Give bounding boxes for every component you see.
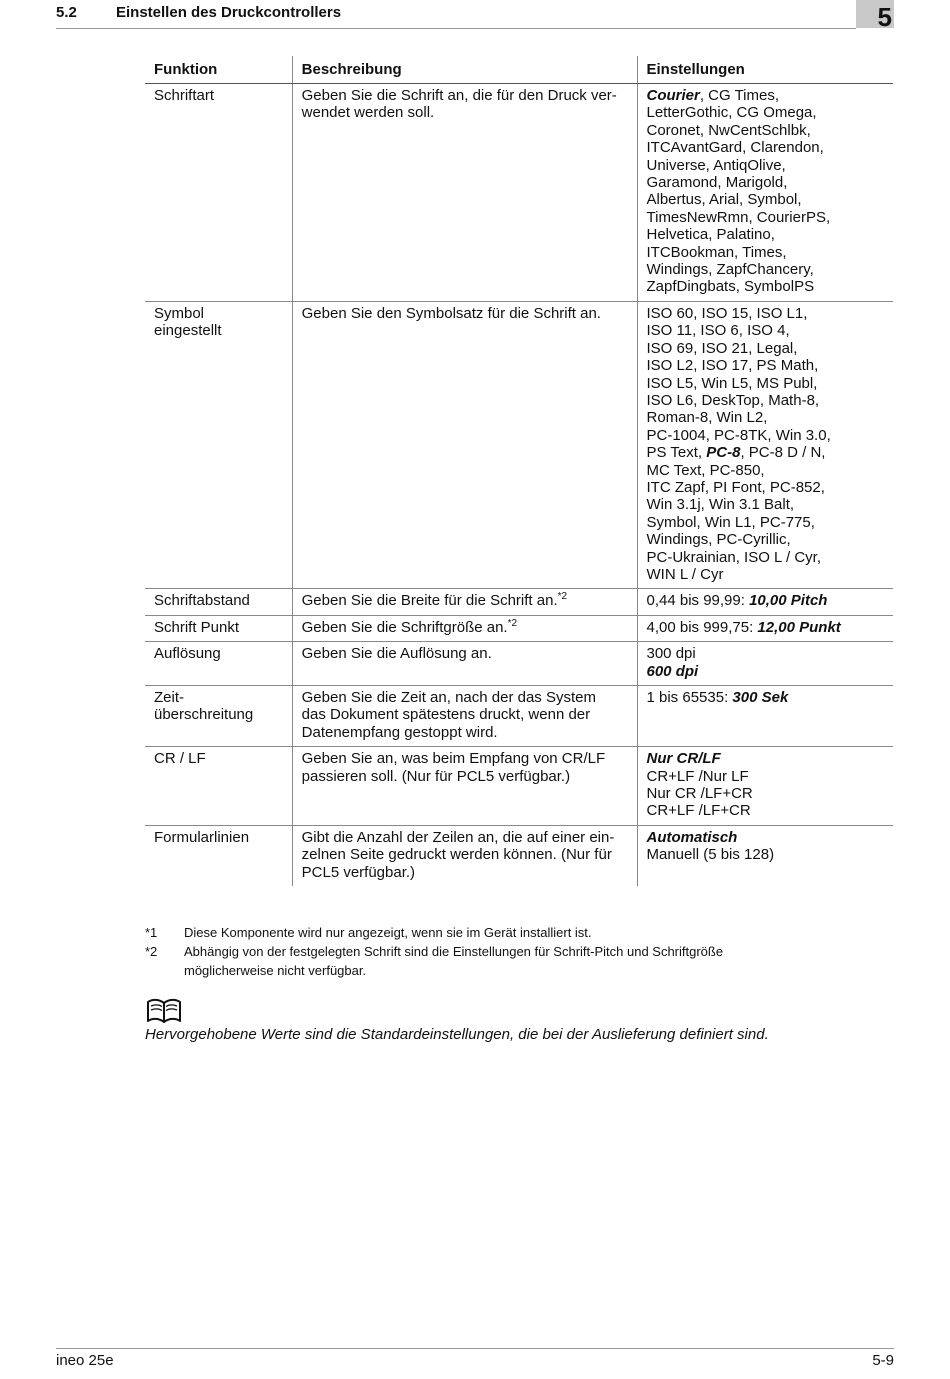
settings-line: ITCAvantGard, Clarendon, xyxy=(646,139,824,157)
function-label: CR / LF xyxy=(154,750,206,768)
description-cell xyxy=(292,686,637,747)
description-cell xyxy=(292,615,637,641)
settings-line: Universe, AntiqOlive, xyxy=(646,156,786,174)
function-label: eingestellt xyxy=(154,322,222,340)
table-header-row xyxy=(145,56,893,84)
settings-line: Win 3.1j, Win 3.1 Balt, xyxy=(646,496,795,514)
column-header-function: Funktion xyxy=(145,56,292,84)
default-value: 10,00 Pitch xyxy=(749,592,828,610)
description-line: Geben Sie die Schrift an, die für den Druck ver- xyxy=(301,87,617,104)
description-line: Geben Sie die Auflösung an. xyxy=(301,645,492,663)
settings-text: , CG Times, xyxy=(699,87,780,104)
settings-line: 300 dpi xyxy=(646,645,696,663)
settings-table xyxy=(145,56,893,886)
chapter-number-badge: 5 xyxy=(856,0,894,28)
settings-line: Windings, PC-Cyrillic, xyxy=(646,531,791,549)
settings-line: ITC Zapf, PI Font, PC-852, xyxy=(646,478,825,496)
settings-line xyxy=(647,619,885,636)
settings-line: ISO 11, ISO 6, ISO 4, xyxy=(646,322,790,340)
description-cell xyxy=(292,825,637,886)
settings-line: Windings, ZapfChancery, xyxy=(646,261,814,279)
footnote-text: Abhängig von der festgelegten Schrift sind die Einstellungen für Schrift-Pitch und Schriftgröße xyxy=(184,944,724,959)
footnote-mark: *2 xyxy=(145,944,158,959)
settings-line: Symbol, Win L1, PC-775, xyxy=(646,513,815,531)
table-row xyxy=(145,825,893,886)
description-cell xyxy=(292,747,637,826)
settings-text: 0,44 bis 99,99: xyxy=(646,592,750,610)
settings-line: Nur CR /LF+CR xyxy=(646,785,753,803)
settings-line: MC Text, PC-850, xyxy=(646,461,765,479)
description-line: Geben Sie an, was beim Empfang von CR/LF xyxy=(301,750,606,768)
table-row xyxy=(145,686,893,747)
footnote xyxy=(145,942,845,980)
function-cell xyxy=(145,686,292,747)
settings-cell xyxy=(637,747,893,826)
table-row xyxy=(145,84,893,302)
standard-values-note: Hervorgehobene Werte sind die Standardeinstellungen, die bei der Auslieferung definiert sind. xyxy=(145,1026,769,1043)
settings-line: CR+LF /Nur LF xyxy=(646,767,749,785)
function-cell xyxy=(145,301,292,589)
footnote-mark: *1 xyxy=(145,925,158,940)
function-cell xyxy=(145,642,292,686)
description-cell xyxy=(292,589,637,615)
description-line: Datenempfang gestoppt wird. xyxy=(301,723,498,741)
default-value: PC-8 xyxy=(706,444,741,462)
default-value: 600 dpi xyxy=(646,662,699,680)
description-text: Geben Sie die Breite für die Schrift an. xyxy=(301,592,558,610)
settings-line: Roman-8, Win L2, xyxy=(646,409,768,427)
table-row xyxy=(145,589,893,615)
section-number: 5.2 xyxy=(56,4,77,21)
function-cell xyxy=(145,825,292,886)
settings-text: PS Text, xyxy=(646,444,707,462)
default-value: Nur CR/LF xyxy=(646,750,721,768)
settings-line: PC-Ukrainian, ISO L / Cyr, xyxy=(646,548,821,566)
footnote-ref: *2 xyxy=(507,617,518,629)
function-label: überschreitung xyxy=(154,706,254,724)
function-cell xyxy=(145,747,292,826)
default-value: 300 Sek xyxy=(732,689,789,706)
settings-line: TimesNewRmn, CourierPS, xyxy=(646,208,831,226)
table-row xyxy=(145,615,893,641)
function-label: Schrift Punkt xyxy=(154,618,240,636)
table-row xyxy=(145,301,893,589)
footnote-text: möglicherweise nicht verfügbar. xyxy=(184,963,367,978)
description-cell xyxy=(292,642,637,686)
description-cell xyxy=(292,84,637,302)
description-line xyxy=(302,592,628,609)
settings-line: PC-1004, PC-8TK, Win 3.0, xyxy=(646,426,831,444)
settings-text: 4,00 bis 999,75: xyxy=(646,618,758,636)
settings-cell xyxy=(637,686,893,747)
settings-line: Coronet, NwCentSchlbk, xyxy=(646,121,811,139)
settings-text: , PC-8 D / N, xyxy=(740,444,826,462)
description-line: Gibt die Anzahl der Zeilen an, die auf einer ein- xyxy=(301,828,615,846)
page-header xyxy=(56,0,894,30)
description-line xyxy=(302,619,628,636)
footer-rule xyxy=(56,1348,894,1349)
footnote xyxy=(145,923,845,942)
function-cell xyxy=(145,589,292,615)
function-label: Schriftart xyxy=(154,87,215,104)
function-label: Schriftabstand xyxy=(154,592,250,610)
settings-line xyxy=(647,87,885,104)
settings-line: ISO 60, ISO 15, ISO L1, xyxy=(646,304,808,322)
settings-line xyxy=(647,592,885,609)
description-line: wendet werden soll. xyxy=(301,104,435,122)
column-header-settings: Einstellungen xyxy=(637,56,893,84)
description-cell xyxy=(292,301,637,589)
settings-line: ZapfDingbats, SymbolPS xyxy=(646,278,815,296)
function-label: Zeit- xyxy=(154,689,184,706)
settings-text: 1 bis 65535: xyxy=(646,689,733,706)
settings-line: ISO L2, ISO 17, PS Math, xyxy=(646,357,819,375)
description-line: Geben Sie den Symbolsatz für die Schrift an. xyxy=(301,304,601,322)
settings-line: Helvetica, Palatino, xyxy=(646,226,775,244)
settings-line: ISO L5, Win L5, MS Publ, xyxy=(646,374,818,392)
settings-line: WIN L / Cyr xyxy=(646,565,724,583)
settings-cell xyxy=(637,825,893,886)
header-rule xyxy=(56,28,856,29)
description-text: Geben Sie die Schriftgröße an. xyxy=(301,618,508,636)
table-row xyxy=(145,747,893,826)
function-label: Symbol xyxy=(154,304,205,322)
settings-line: Garamond, Marigold, xyxy=(646,174,788,192)
settings-line xyxy=(647,444,885,461)
default-value: Automatisch xyxy=(646,828,738,846)
settings-cell xyxy=(637,84,893,302)
table-row xyxy=(145,642,893,686)
function-cell xyxy=(145,84,292,302)
footnotes xyxy=(145,923,845,980)
section-title: Einstellen des Druckcontrollers xyxy=(116,4,342,21)
description-line: zelnen Seite gedruckt werden können. (Nur für xyxy=(301,846,612,864)
description-line: PCL5 verfügbar.) xyxy=(301,863,416,881)
column-header-description: Beschreibung xyxy=(292,56,637,84)
settings-cell xyxy=(637,642,893,686)
function-cell xyxy=(145,615,292,641)
default-value: 12,00 Punkt xyxy=(757,618,841,636)
settings-line: Albertus, Arial, Symbol, xyxy=(646,191,802,209)
default-value: Courier xyxy=(646,87,700,104)
settings-cell xyxy=(637,589,893,615)
book-icon xyxy=(146,998,182,1024)
function-label: Auflösung xyxy=(154,645,221,663)
description-line: das Dokument spätestens druckt, wenn der xyxy=(301,706,591,724)
settings-cell xyxy=(637,301,893,589)
footnote-ref: *2 xyxy=(557,591,568,603)
settings-line: ITCBookman, Times, xyxy=(646,243,787,261)
settings-line: ISO 69, ISO 21, Legal, xyxy=(646,339,798,357)
settings-line: CR+LF /LF+CR xyxy=(646,802,751,820)
settings-cell xyxy=(637,615,893,641)
settings-line: Manuell (5 bis 128) xyxy=(646,846,775,864)
description-line: passieren soll. (Nur für PCL5 verfügbar.) xyxy=(301,767,571,785)
product-name: ineo 25e xyxy=(56,1352,114,1369)
footnote-text: Diese Komponente wird nur angezeigt, wenn sie im Gerät installiert ist. xyxy=(184,925,592,940)
function-label: Formularlinien xyxy=(154,828,250,846)
settings-line: ISO L6, DeskTop, Math-8, xyxy=(646,391,820,409)
description-line: Geben Sie die Zeit an, nach der das System xyxy=(301,689,596,706)
page-number: 5-9 xyxy=(872,1352,894,1369)
settings-line xyxy=(647,689,885,706)
settings-line: LetterGothic, CG Omega, xyxy=(646,104,817,122)
